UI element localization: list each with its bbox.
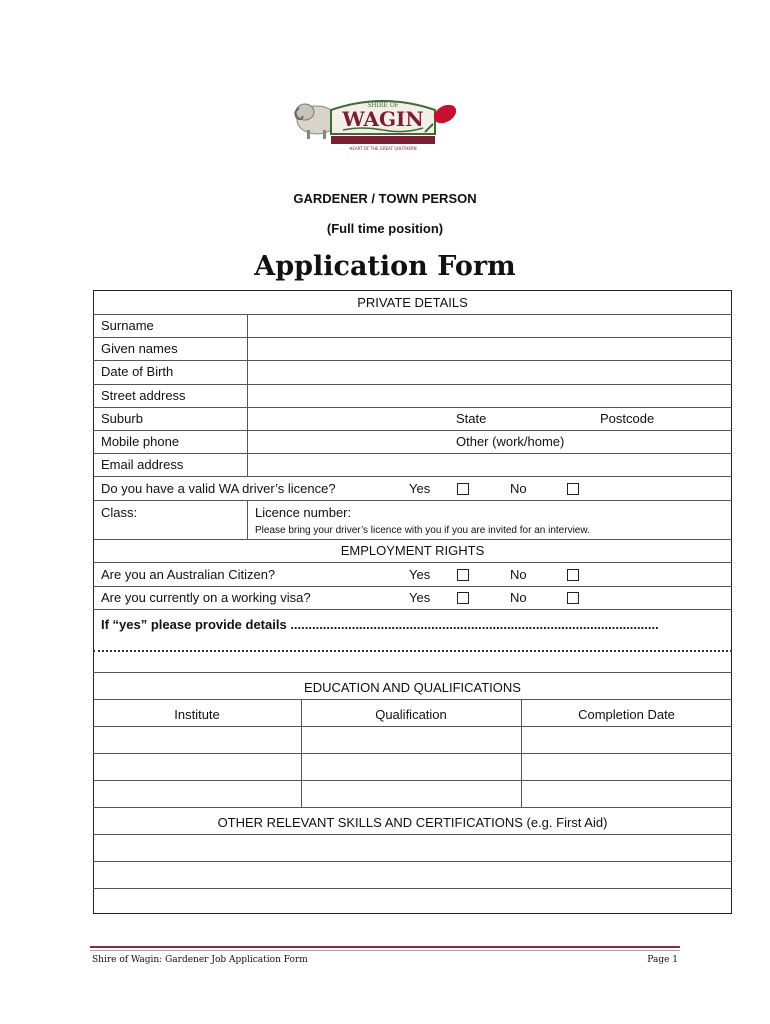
row-divider (93, 384, 732, 385)
footer-document-title: Shire of Wagin: Gardener Job Application Form (92, 955, 308, 965)
row-divider (93, 314, 732, 315)
licence-no-checkbox[interactable] (567, 483, 579, 495)
licence-no-label: No (510, 481, 527, 496)
form-title: Application Form (254, 251, 516, 282)
dotted-details-line (93, 650, 732, 652)
dob-label: Date of Birth (101, 364, 174, 379)
row-divider (93, 407, 732, 408)
visa-yes-checkbox[interactable] (457, 592, 469, 604)
suburb-label: Suburb (101, 411, 143, 426)
citizen-yes-checkbox[interactable] (457, 569, 469, 581)
row-divider (93, 609, 732, 610)
row-divider (93, 780, 732, 781)
state-label: State (456, 411, 487, 426)
education-heading: EDUCATION AND QUALIFICATIONS (304, 680, 521, 695)
surname-label: Surname (101, 318, 154, 333)
citizen-yes-label: Yes (409, 567, 431, 582)
citizen-no-label: No (510, 567, 527, 582)
row-divider (93, 586, 732, 587)
footer-page-number: Page 1 (647, 955, 678, 965)
citizen-question: Are you an Australian Citizen? (101, 567, 276, 582)
svg-text:HEART OF THE GREAT SOUTHERN: HEART OF THE GREAT SOUTHERN (349, 146, 417, 151)
visa-no-checkbox[interactable] (567, 592, 579, 604)
row-divider (93, 672, 732, 673)
row-divider (93, 861, 732, 862)
row-divider (93, 430, 732, 431)
column-divider (247, 500, 248, 539)
licence-number-label: Licence number: (255, 505, 352, 520)
employment-rights-heading: EMPLOYMENT RIGHTS (340, 543, 485, 558)
postcode-label: Postcode (600, 411, 655, 426)
row-divider (93, 360, 732, 361)
mobile-phone-label: Mobile phone (101, 434, 180, 449)
footer-rule (90, 946, 680, 948)
other-phone-label: Other (work/home) (456, 434, 565, 449)
row-divider (93, 753, 732, 754)
row-divider (93, 834, 732, 835)
completion-date-column-header: Completion Date (578, 707, 675, 722)
class-label: Class: (101, 505, 138, 520)
row-divider (93, 807, 732, 808)
street-address-label: Street address (101, 388, 186, 403)
row-divider (93, 699, 732, 700)
shire-of-wagin-logo (283, 90, 483, 154)
licence-yes-checkbox[interactable] (457, 483, 469, 495)
visa-no-label: No (510, 590, 527, 605)
row-divider (93, 453, 732, 454)
row-divider (93, 337, 732, 338)
row-divider (93, 476, 732, 477)
institute-column-header: Institute (174, 707, 220, 722)
licence-yes-label: Yes (409, 481, 431, 496)
row-divider (93, 888, 732, 889)
column-divider (247, 314, 248, 476)
details-prompt: If “yes” please provide details ...................................................................................................... (101, 617, 659, 632)
given-names-label: Given names (101, 341, 178, 356)
footer-rule-thin (90, 950, 680, 951)
row-divider (93, 500, 732, 501)
private-details-heading: PRIVATE DETAILS (357, 295, 468, 310)
svg-text:SHIRE OF: SHIRE OF (367, 102, 399, 109)
visa-yes-label: Yes (409, 590, 431, 605)
position-type: (Full time position) (326, 221, 444, 236)
skills-heading: OTHER RELEVANT SKILLS AND CERTIFICATIONS (e.g. First Aid) (217, 815, 608, 830)
row-divider (93, 726, 732, 727)
svg-text:WAGIN: WAGIN (342, 107, 424, 131)
row-divider (93, 562, 732, 563)
position-title: GARDENER / TOWN PERSON (293, 191, 477, 206)
qualification-column-header: Qualification (375, 707, 447, 722)
row-divider (93, 539, 732, 540)
licence-note: Please bring your driver’s licence with you if you are invited for an interview. (255, 525, 590, 536)
visa-question: Are you currently on a working visa? (101, 590, 311, 605)
citizen-no-checkbox[interactable] (567, 569, 579, 581)
licence-question: Do you have a valid WA driver’s licence? (101, 481, 336, 496)
email-address-label: Email address (101, 457, 184, 472)
